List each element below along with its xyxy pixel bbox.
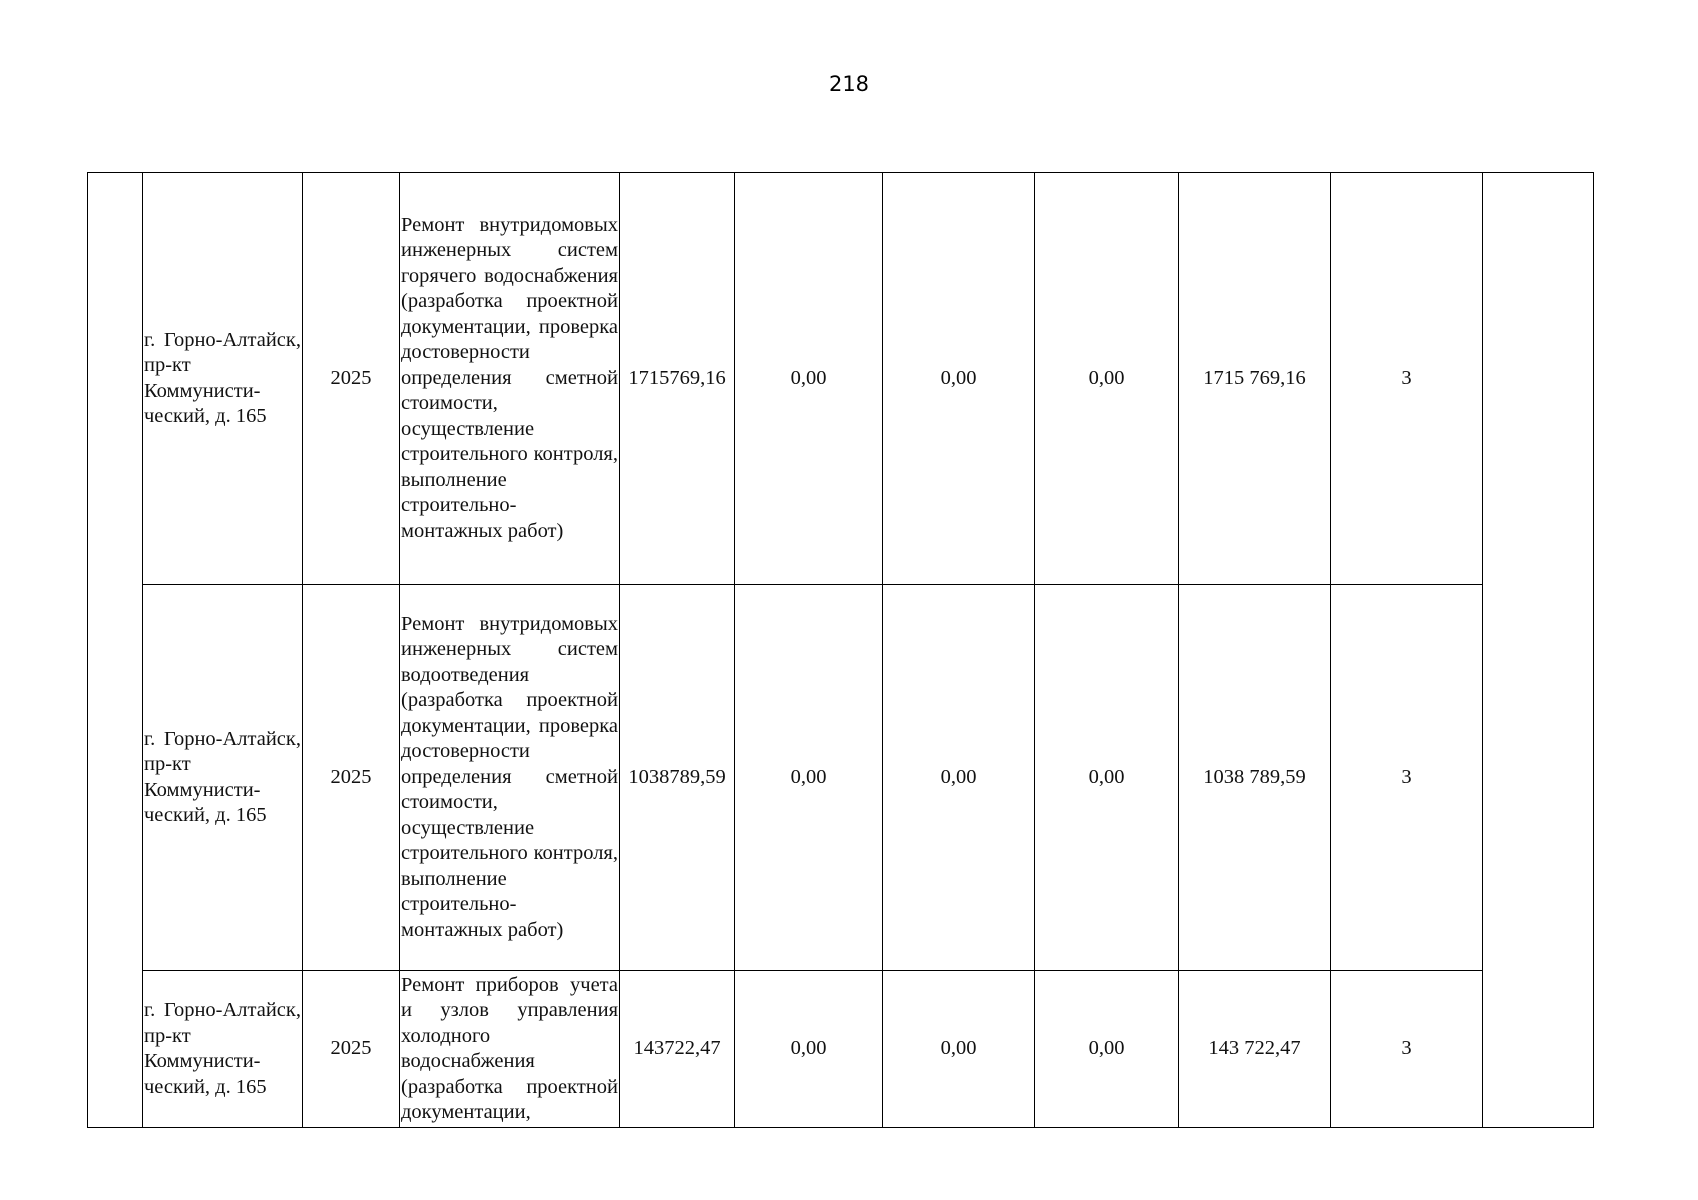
fund-4-cell: 143 722,47 (1179, 971, 1331, 1128)
program-table (87, 172, 1594, 1128)
fund-1-cell: 0,00 (735, 173, 883, 585)
work-description-cell: Ремонт приборов учета и узлов управления холодного водоснабжения (разработка проектной документации, (400, 971, 620, 1128)
address-cell: г. Горно-Алтайск, пр-кт Коммунисти-ческий, д. 165 (143, 585, 303, 971)
table-row (88, 585, 1594, 971)
row-index-cell (88, 173, 143, 1128)
priority-cell: 3 (1331, 585, 1483, 971)
fund-2-cell: 0,00 (883, 585, 1035, 971)
fund-4-cell: 1038 789,59 (1179, 585, 1331, 971)
table-row (88, 173, 1594, 585)
work-description-cell: Ремонт внутридомовых инженерных систем водоотведения (разработка проектной документации, проверка достоверности определения сметной стоимости, осуществление строительного контроля, выполнение строительно-монтажных работ) (400, 585, 620, 971)
page-number: 218 (828, 72, 870, 96)
total-cost-cell: 143722,47 (620, 971, 735, 1128)
fund-2-cell: 0,00 (883, 173, 1035, 585)
work-description-cell: Ремонт внутридомовых инженерных систем горячего водоснабжения (разработка проектной документации, проверка достоверности определения сметной стоимости, осуществление строительного контроля, выполнение строительно-монтажных работ) (400, 173, 620, 585)
fund-1-cell: 0,00 (735, 585, 883, 971)
total-cost-cell: 1038789,59 (620, 585, 735, 971)
total-cost-cell: 1715769,16 (620, 173, 735, 585)
year-cell: 2025 (303, 971, 400, 1128)
fund-3-cell: 0,00 (1035, 971, 1179, 1128)
fund-3-cell: 0,00 (1035, 585, 1179, 971)
notes-cell (1483, 173, 1594, 1128)
address-cell: г. Горно-Алтайск, пр-кт Коммунисти-ческий, д. 165 (143, 971, 303, 1128)
priority-cell: 3 (1331, 173, 1483, 585)
address-cell: г. Горно-Алтайск, пр-кт Коммунисти-ческий, д. 165 (143, 173, 303, 585)
fund-4-cell: 1715 769,16 (1179, 173, 1331, 585)
table-row (88, 971, 1594, 1128)
priority-cell: 3 (1331, 971, 1483, 1128)
fund-3-cell: 0,00 (1035, 173, 1179, 585)
year-cell: 2025 (303, 585, 400, 971)
fund-2-cell: 0,00 (883, 971, 1035, 1128)
year-cell: 2025 (303, 173, 400, 585)
fund-1-cell: 0,00 (735, 971, 883, 1128)
